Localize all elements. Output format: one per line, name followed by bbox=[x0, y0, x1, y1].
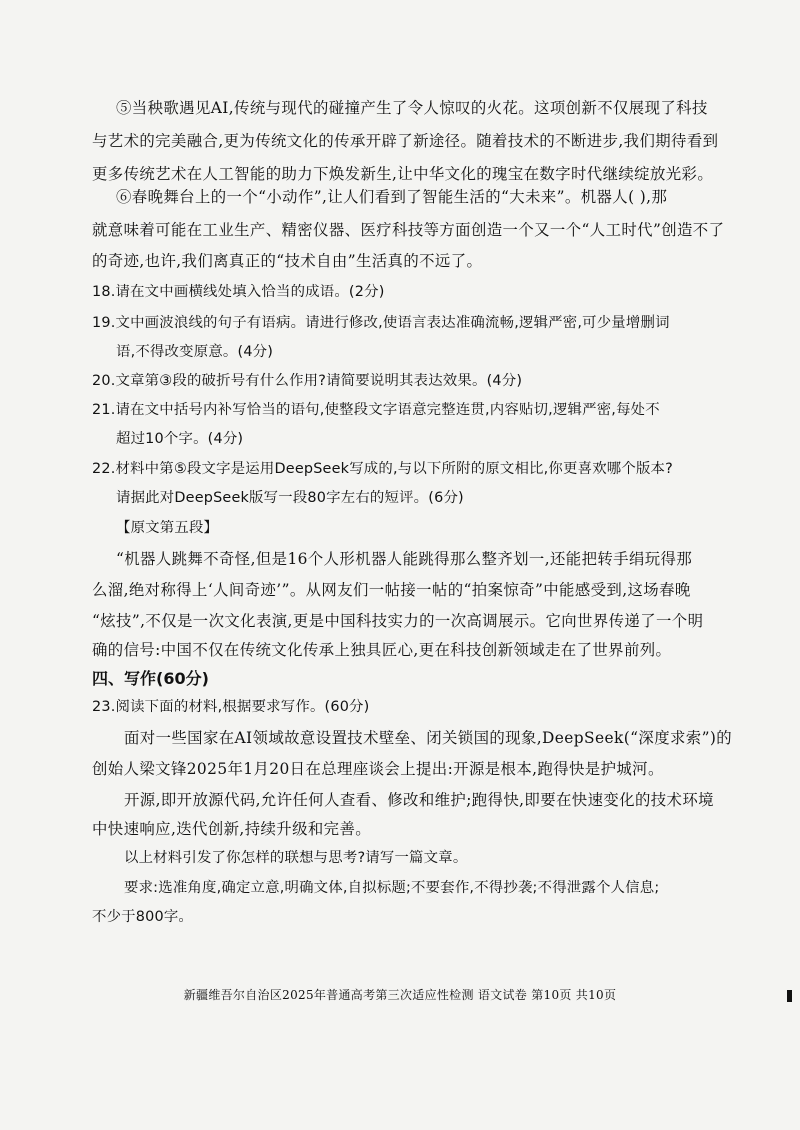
page-footer: 新疆维吾尔自治区2025年普通高考第三次适应性检测 语文试卷 第10页 共10页 bbox=[183, 988, 617, 1002]
paragraph-6-line-1: ⑥春晚舞台上的一个“小动作”,让人们看到了智能生活的“大未来”。机器人( ),那 bbox=[116, 188, 668, 206]
material-p1-line-1: 面对一些国家在AI领域故意设置技术壁垒、闭关锁国的现象,DeepSeek(“深度求索”)的 bbox=[124, 729, 733, 747]
paragraph-5-line-1: ⑤当秧歌遇见AI,传统与现代的碰撞产生了令人惊叹的火花。这项创新不仅展现了科技 bbox=[116, 99, 708, 117]
material-p2-line-2: 中快速响应,迭代创新,持续升级和完善。 bbox=[92, 820, 372, 838]
material-p1-line-2: 创始人梁文锋2025年1月20日在总理座谈会上提出:开源是根本,跑得快是护城河。 bbox=[92, 760, 664, 778]
question-19-line-2: 语,不得改变原意。(4分) bbox=[116, 344, 274, 360]
requirements-line-2: 不少于800字。 bbox=[92, 909, 194, 925]
question-22-line-2: 请据此对DeepSeek版写一段80字左右的短评。(6分) bbox=[116, 490, 464, 506]
question-21-line-1: 21.请在文中括号内补写恰当的语句,使整段文字语意完整连贯,内容贴切,逻辑严密,每处不 bbox=[92, 402, 660, 418]
paragraph-5-line-2: 与艺术的完美融合,更为传统文化的传承开辟了新途径。随着技术的不断进步,我们期待看到 bbox=[92, 132, 719, 150]
writing-section-title: 四、写作(60分) bbox=[92, 669, 209, 688]
paragraph-5-line-3: 更多传统艺术在人工智能的助力下焕发新生,让中华文化的瑰宝在数字时代继续绽放光彩。 bbox=[92, 165, 714, 183]
paragraph-6-line-2: 就意味着可能在工业生产、精密仪器、医疗科技等方面创造一个又一个“人工时代”创造不了 bbox=[92, 221, 725, 239]
paragraph-6-line-3: 的奇迹,也许,我们离真正的“技术自由”生活真的不远了。 bbox=[92, 252, 483, 270]
original-line-4: 确的信号:中国不仅在传统文化传承上独具匠心,更在科技创新领域走在了世界前列。 bbox=[92, 641, 672, 659]
material-p2-line-1: 开源,即开放源代码,允许任何人查看、修改和维护;跑得快,即要在快速变化的技术环境 bbox=[124, 791, 714, 809]
question-20: 20.文章第③段的破折号有什么作用?请简要说明其表达效果。(4分) bbox=[92, 373, 523, 389]
question-22-line-1: 22.材料中第⑤段文字是运用DeepSeek写成的,与以下所附的原文相比,你更喜欢哪个版本? bbox=[92, 461, 673, 477]
writing-prompt: 以上材料引发了你怎样的联想与思考?请写一篇文章。 bbox=[124, 850, 468, 866]
question-23: 23.阅读下面的材料,根据要求写作。(60分) bbox=[92, 699, 370, 715]
original-heading: 【原文第五段】 bbox=[116, 520, 219, 536]
original-line-2: 么溜,绝对称得上‘人间奇迹’”。从网友们一帖接一帖的“拍案惊奇”中能感受到,这场春晚 bbox=[92, 581, 691, 599]
original-line-1: “机器人跳舞不奇怪,但是16个人形机器人能跳得那么整齐划一,还能把转手绢玩得那 bbox=[116, 550, 693, 568]
margin-mark bbox=[787, 990, 792, 1002]
question-18: 18.请在文中画横线处填入恰当的成语。(2分) bbox=[92, 284, 385, 300]
question-21-line-2: 超过10个字。(4分) bbox=[116, 431, 244, 447]
question-19-line-1: 19.文中画波浪线的句子有语病。请进行修改,使语言表达准确流畅,逻辑严密,可少量增删词 bbox=[92, 315, 670, 331]
requirements-line-1: 要求:选准角度,确定立意,明确文体,自拟标题;不要套作,不得抄袭;不得泄露个人信息; bbox=[124, 880, 660, 896]
original-line-3: “炫技”,不仅是一次文化表演,更是中国科技实力的一次高调展示。它向世界传递了一个明 bbox=[92, 612, 704, 630]
